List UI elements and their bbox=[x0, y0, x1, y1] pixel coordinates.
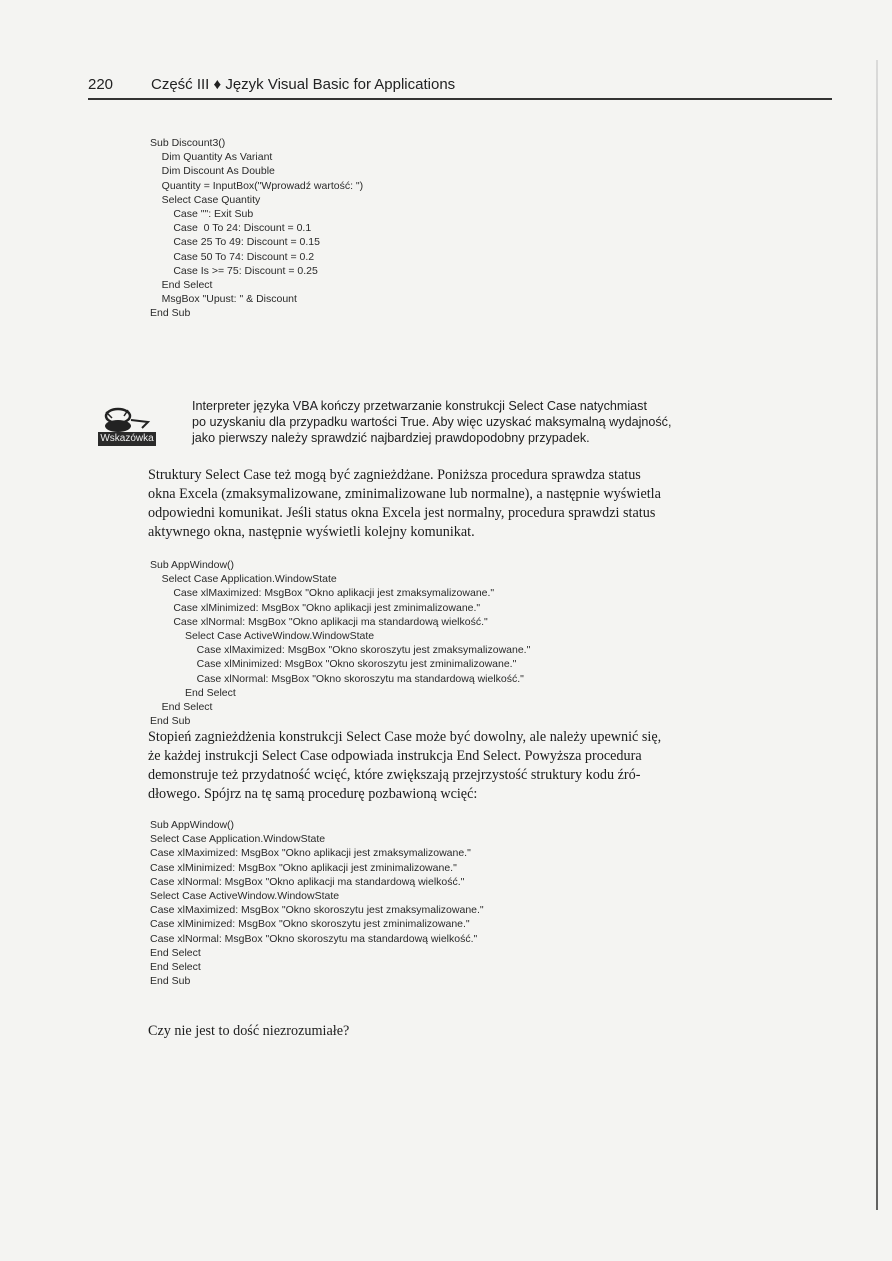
hint-icon bbox=[98, 404, 156, 456]
paragraph-line: że każdej instrukcji Select Case odpowiada instrukcja End Select. Powyższa procedura bbox=[148, 748, 642, 764]
code-line: End Sub bbox=[150, 715, 191, 728]
code-line: End Select bbox=[150, 279, 213, 292]
code-block-appwindow-unindented bbox=[150, 818, 484, 988]
paragraph-line: demonstruje też przydatność wcięć, które zwiększają przejrzystość struktury kodu źró- bbox=[148, 767, 641, 783]
code-line: Case xlMinimized: MsgBox "Okno skoroszytu jest zminimalizowane." bbox=[150, 918, 470, 931]
code-line: Select Case Application.WindowState bbox=[150, 833, 326, 846]
page-number: 220 bbox=[88, 76, 114, 93]
closing-question: Czy nie jest to dość niezrozumiałe? bbox=[148, 1023, 350, 1039]
code-line: End Select bbox=[150, 686, 236, 699]
code-line: End Select bbox=[150, 946, 201, 959]
code-line: Select Case ActiveWindow.WindowState bbox=[150, 630, 375, 643]
code-line: Select Case ActiveWindow.WindowState bbox=[150, 890, 340, 903]
running-title: Część III ♦ Język Visual Basic for Applications bbox=[151, 76, 456, 93]
code-line: Select Case Quantity bbox=[150, 193, 261, 206]
code-line: Case xlNormal: MsgBox "Okno skoroszytu ma standardową wielkość." bbox=[150, 932, 478, 945]
code-line: Case xlMinimized: MsgBox "Okno aplikacji jest zminimalizowane." bbox=[150, 601, 481, 614]
code-line: Case 25 To 49: Discount = 0.15 bbox=[150, 236, 320, 249]
page-edge-line bbox=[876, 60, 878, 1210]
header-rule bbox=[88, 98, 832, 100]
code-line: End Select bbox=[150, 961, 201, 974]
code-line: End Select bbox=[150, 701, 213, 714]
code-line: Case "": Exit Sub bbox=[150, 208, 254, 221]
tip-label: Wskazówka bbox=[98, 432, 156, 446]
paragraph-line: okna Excela (zmaksymalizowane, zminimalizowane lub normalne), a następnie wyświetla bbox=[148, 486, 661, 502]
code-line: Case xlMaximized: MsgBox "Okno aplikacji jest zmaksymalizowane." bbox=[150, 847, 471, 860]
code-line: End Sub bbox=[150, 307, 191, 320]
code-block-discount3 bbox=[150, 136, 363, 321]
paragraph-indentation bbox=[148, 728, 834, 804]
code-line: Case xlMinimized: MsgBox "Okno skoroszytu jest zminimalizowane." bbox=[150, 658, 517, 671]
paragraph-line: aktywnego okna, następnie wyświetli kolejny komunikat. bbox=[148, 524, 475, 540]
paragraph-nested-select bbox=[148, 466, 834, 542]
paragraph-line: odpowiedni komunikat. Jeśli status okna Excela jest normalny, procedura sprawdzi status bbox=[148, 505, 656, 521]
code-line: Case 0 To 24: Discount = 0.1 bbox=[150, 222, 312, 235]
tip-line: Interpreter języka VBA kończy przetwarzanie konstrukcji Select Case natychmiast bbox=[192, 399, 647, 413]
code-line: Case xlNormal: MsgBox "Okno aplikacji ma standardową wielkość." bbox=[150, 875, 465, 888]
code-line: End Sub bbox=[150, 975, 191, 988]
tip-line: jako pierwszy należy sprawdzić najbardziej prawdopodobny przypadek. bbox=[192, 431, 590, 445]
code-line: Case xlMinimized: MsgBox "Okno aplikacji jest zminimalizowane." bbox=[150, 861, 457, 874]
code-line: Dim Discount As Double bbox=[150, 165, 275, 178]
code-block-appwindow-indented bbox=[150, 558, 530, 728]
tip-text bbox=[192, 398, 832, 446]
paragraph-line: Struktury Select Case też mogą być zagnieżdżane. Poniższa procedura sprawdza status bbox=[148, 467, 641, 483]
paragraph-line: Stopień zagnieżdżenia konstrukcji Select Case może być dowolny, ale należy upewnić się, bbox=[148, 729, 662, 745]
code-line: Case xlNormal: MsgBox "Okno skoroszytu ma standardową wielkość." bbox=[150, 672, 524, 685]
code-line: Sub AppWindow() bbox=[150, 819, 235, 831]
code-line: Case xlMaximized: MsgBox "Okno skoroszytu jest zmaksymalizowane." bbox=[150, 644, 531, 657]
code-line: Case xlMaximized: MsgBox "Okno skoroszytu jest zmaksymalizowane." bbox=[150, 904, 484, 917]
code-line: Case Is >= 75: Discount = 0.25 bbox=[150, 264, 318, 277]
paragraph-line: dłowego. Spójrz na tę samą procedurę pozbawioną wcięć: bbox=[148, 786, 478, 802]
code-line: Select Case Application.WindowState bbox=[150, 573, 337, 586]
code-line: Case xlMaximized: MsgBox "Okno aplikacji jest zmaksymalizowane." bbox=[150, 587, 495, 600]
code-line: Sub Discount3() bbox=[150, 137, 226, 149]
code-line: Dim Quantity As Variant bbox=[150, 151, 273, 164]
code-line: Case 50 To 74: Discount = 0.2 bbox=[150, 250, 315, 263]
code-line: Sub AppWindow() bbox=[150, 559, 235, 571]
tip-line: po uzyskaniu dla przypadku wartości True. Aby więc uzyskać maksymalną wydajność, bbox=[192, 415, 672, 429]
code-line: MsgBox "Upust: " & Discount bbox=[150, 293, 297, 306]
code-line: Case xlNormal: MsgBox "Okno aplikacji ma standardową wielkość." bbox=[150, 615, 488, 628]
code-line: Quantity = InputBox("Wprowadź wartość: ") bbox=[150, 179, 364, 192]
